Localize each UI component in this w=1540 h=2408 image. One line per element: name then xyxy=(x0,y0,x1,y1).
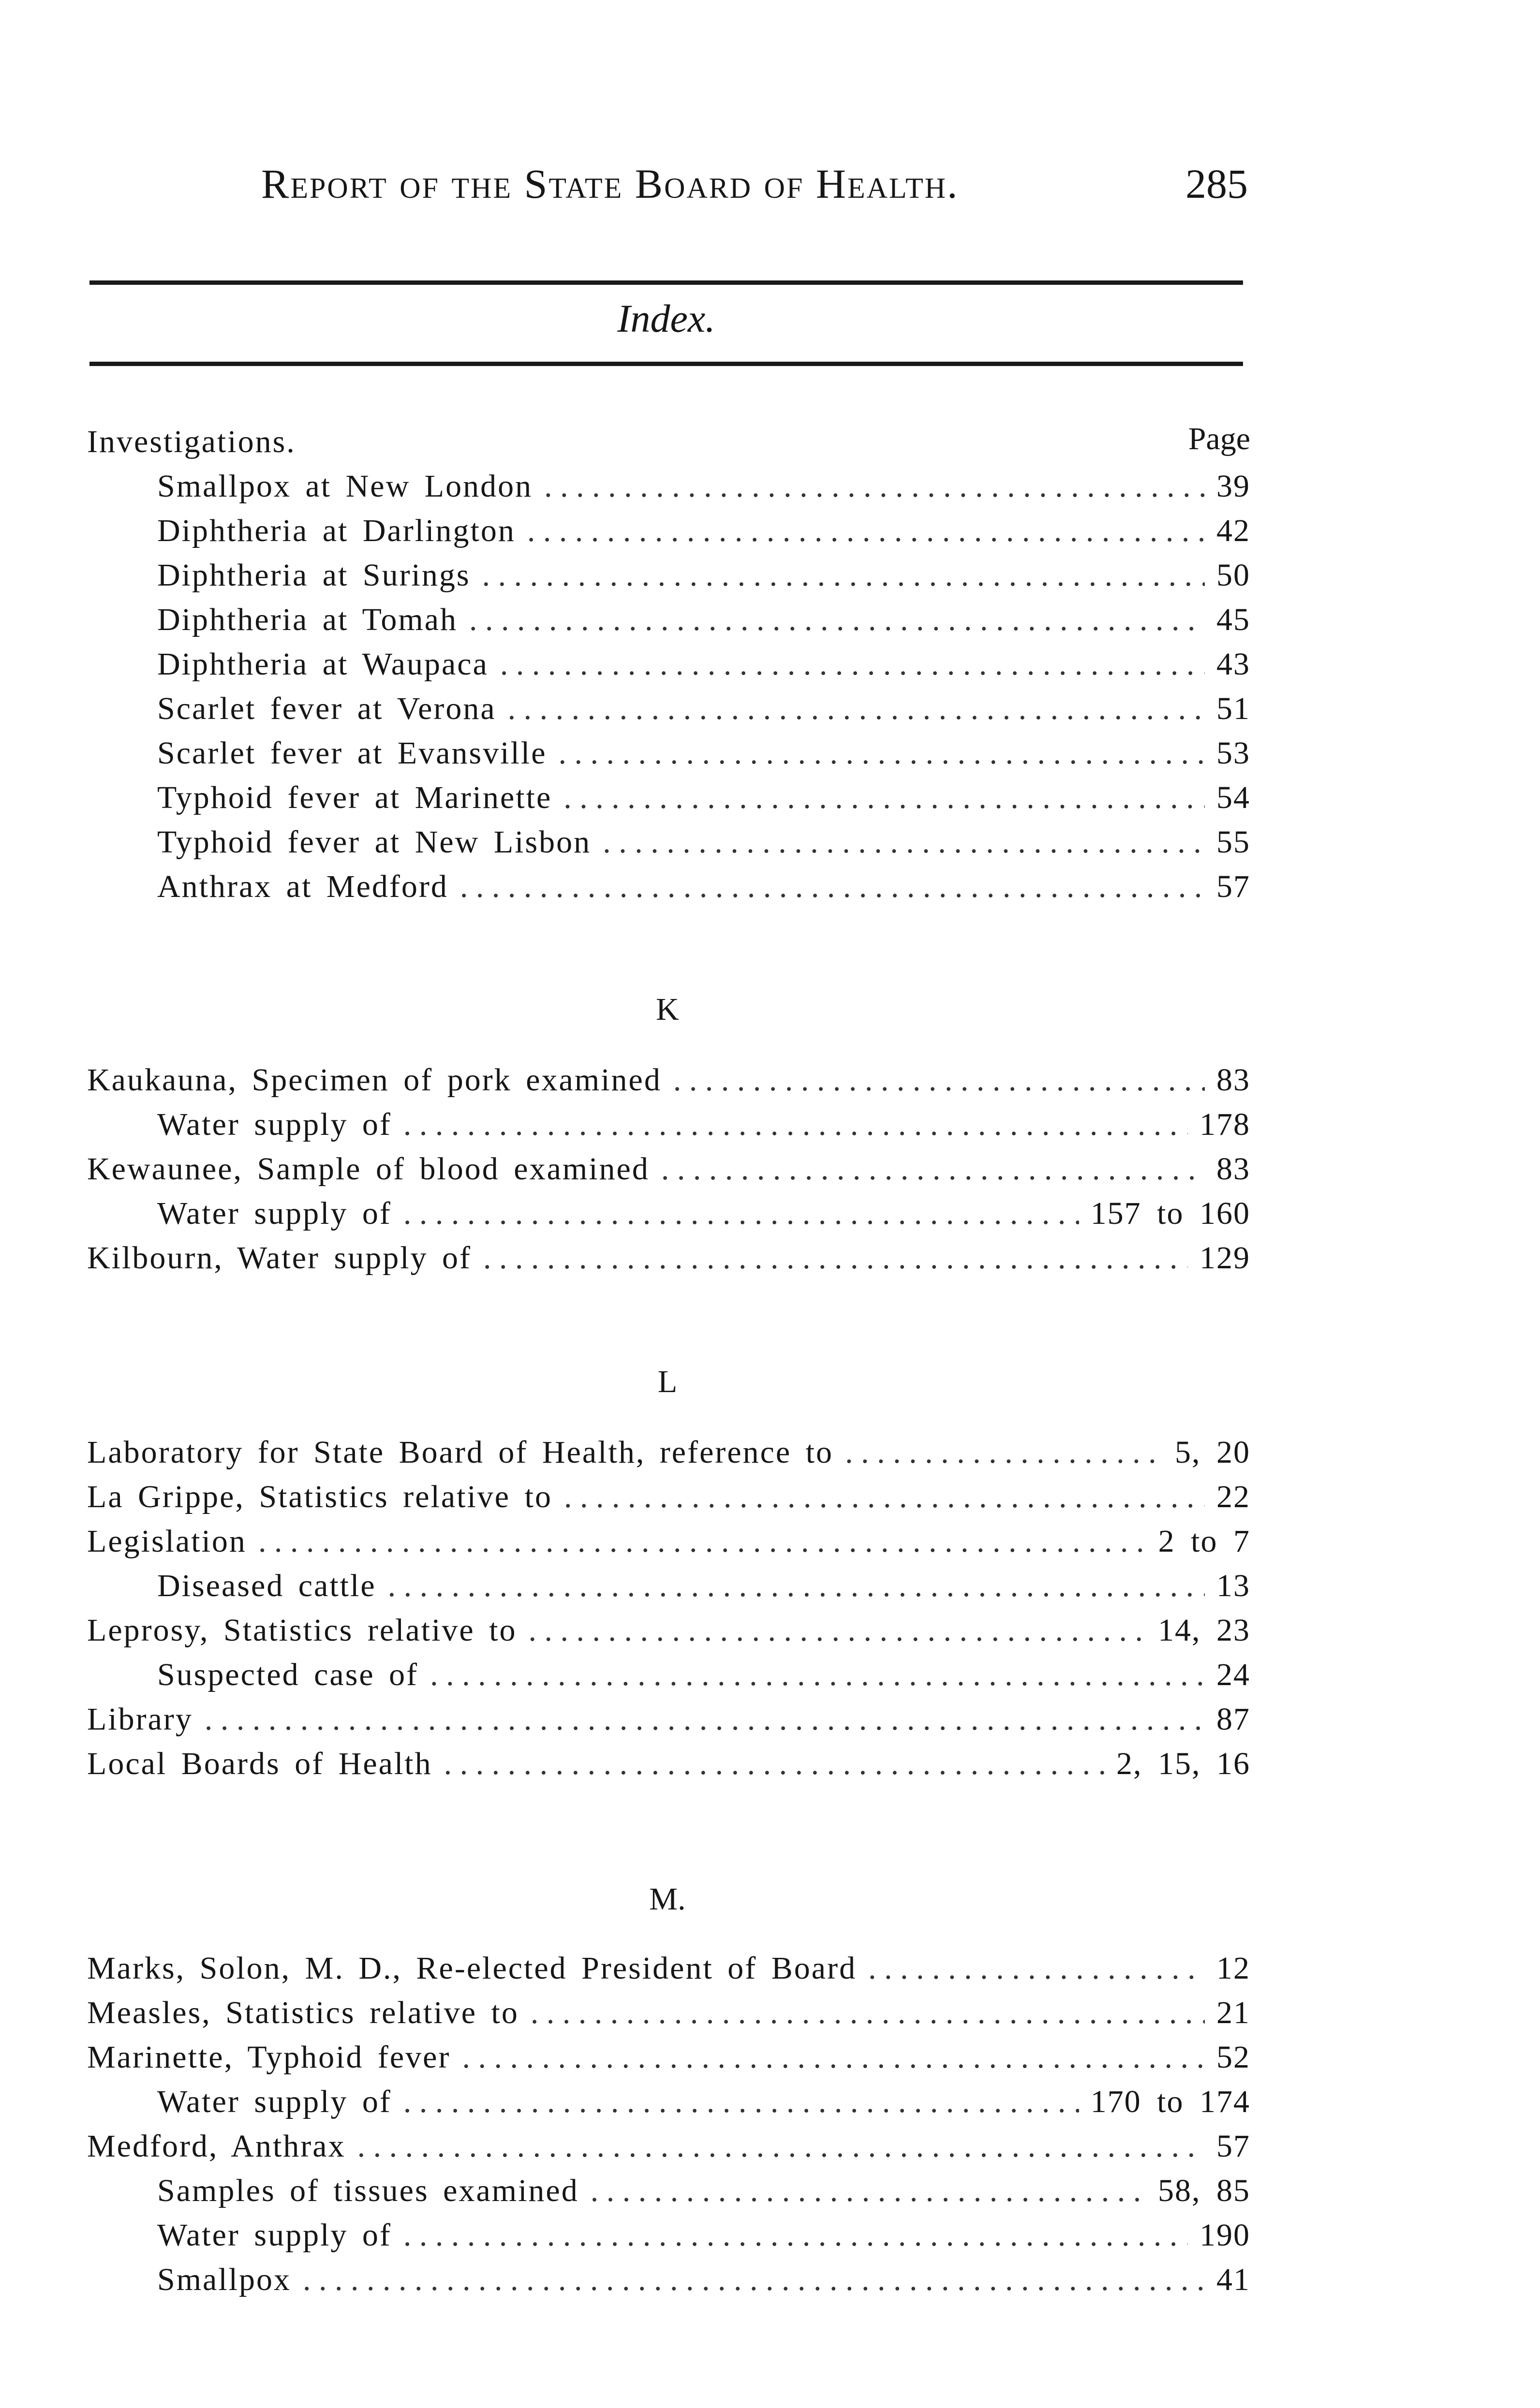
index-entry-pages: 2 to 7 xyxy=(1158,1524,1250,1559)
index-entry xyxy=(157,687,1250,731)
dot-leader xyxy=(403,1102,1188,1147)
index-entry-label: Legislation xyxy=(87,1524,247,1559)
running-header xyxy=(261,160,1248,218)
dot-leader xyxy=(559,731,1205,776)
index-entry xyxy=(87,1147,1250,1191)
index-entry xyxy=(87,1946,1250,1991)
index-entry-pages: 14, 23 xyxy=(1158,1613,1250,1648)
dot-leader xyxy=(205,1697,1205,1742)
index-entry xyxy=(87,1236,1250,1280)
index-entry-pages: 52 xyxy=(1216,2040,1250,2075)
index-entry xyxy=(157,2258,1250,2302)
index-entry-label: Kilbourn, Water supply of xyxy=(87,1240,472,1276)
index-entry-label: Water supply of xyxy=(157,1196,392,1231)
dot-leader xyxy=(258,1519,1147,1564)
index-entry xyxy=(157,2080,1250,2124)
dot-leader xyxy=(564,1475,1205,1519)
dot-leader xyxy=(845,1430,1163,1475)
index-entry-pages: 45 xyxy=(1216,602,1250,637)
index-entry-label: Kewaunee, Sample of blood examined xyxy=(87,1151,650,1187)
header-rule-bottom xyxy=(89,362,1243,366)
index-entry xyxy=(157,598,1250,642)
index-entry-pages: 58, 85 xyxy=(1158,2173,1250,2208)
dot-leader xyxy=(527,509,1205,553)
page-column-label: Page xyxy=(1188,421,1250,456)
dot-leader xyxy=(483,1236,1188,1280)
index-entry-pages: 87 xyxy=(1216,1702,1250,1737)
index-entry-pages: 190 xyxy=(1199,2217,1250,2253)
index-entry-pages: 5, 20 xyxy=(1175,1435,1250,1470)
index-entry-pages: 129 xyxy=(1199,1240,1250,1276)
dot-leader xyxy=(544,464,1205,509)
dot-leader xyxy=(403,2080,1079,2124)
dot-leader xyxy=(460,865,1205,909)
index-entry-label: Scarlet fever at Evansville xyxy=(157,735,547,771)
index-entry-pages: 51 xyxy=(1216,691,1250,726)
index-entry-pages: 54 xyxy=(1216,780,1250,815)
index-entry-pages: 24 xyxy=(1216,1657,1250,1692)
dot-leader xyxy=(469,598,1205,642)
index-heading-label: Investigations. xyxy=(87,424,296,459)
dot-leader xyxy=(482,553,1205,598)
index-entry xyxy=(87,1697,1250,1742)
index-entry-pages: 22 xyxy=(1216,1479,1250,1514)
index-entry-pages: 42 xyxy=(1216,513,1250,548)
dot-leader xyxy=(603,820,1205,865)
dot-leader xyxy=(500,642,1205,687)
section-letter-m: M. xyxy=(649,1881,686,1917)
index-entry xyxy=(87,2035,1250,2080)
index-entry-pages: 41 xyxy=(1216,2262,1250,2297)
index-entry-pages: 53 xyxy=(1216,735,1250,771)
dot-leader xyxy=(591,2169,1146,2213)
index-entry-label: Water supply of xyxy=(157,1107,392,1142)
index-entry-label: Medford, Anthrax xyxy=(87,2129,346,2164)
index-entry-label: Library xyxy=(87,1702,193,1737)
index-entry-label: Kaukauna, Specimen of pork examined xyxy=(87,1062,662,1098)
index-entry-label: Water supply of xyxy=(157,2217,392,2253)
index-entry xyxy=(157,1191,1250,1236)
dot-leader xyxy=(531,1991,1205,2035)
index-entry-label: Local Boards of Health xyxy=(87,1746,432,1781)
index-entry-pages: 55 xyxy=(1216,824,1250,860)
index-entry-label: Diphtheria at Darlington xyxy=(157,513,516,548)
index-entry xyxy=(87,1519,1250,1564)
index-entry-label: Diphtheria at Tomah xyxy=(157,602,458,637)
section-letter-k: K xyxy=(656,992,679,1027)
index-entry-label: Scarlet fever at Verona xyxy=(157,691,496,726)
index-entry xyxy=(87,1991,1250,2035)
index-entry-label: Marinette, Typhoid fever xyxy=(87,2040,451,2075)
index-entry xyxy=(87,1430,1250,1475)
index-entry-pages: 50 xyxy=(1216,558,1250,593)
dot-leader xyxy=(661,1147,1205,1191)
dot-leader xyxy=(462,2035,1205,2080)
index-entry xyxy=(87,1742,1250,1786)
header-rule-top xyxy=(89,280,1243,285)
index-entry-label: Diphtheria at Waupaca xyxy=(157,646,489,682)
dot-leader xyxy=(357,2124,1205,2169)
index-entry xyxy=(157,1564,1250,1608)
index-entry-label: Anthrax at Medford xyxy=(157,869,448,904)
index-entry xyxy=(157,731,1250,776)
index-entry-pages: 178 xyxy=(1199,1107,1250,1142)
dot-leader xyxy=(403,2213,1188,2258)
index-entry xyxy=(157,865,1250,909)
dot-leader xyxy=(529,1608,1146,1653)
index-entry-pages: 83 xyxy=(1216,1062,1250,1098)
index-entry-label: Suspected case of xyxy=(157,1657,419,1692)
index-entry-label: Measles, Statistics relative to xyxy=(87,1995,519,2030)
dot-leader xyxy=(403,1191,1079,1236)
dot-leader xyxy=(430,1653,1205,1697)
index-entry xyxy=(157,1653,1250,1697)
dot-leader xyxy=(563,776,1205,820)
index-entry-pages: 83 xyxy=(1216,1151,1250,1187)
index-entry xyxy=(87,1475,1250,1519)
dot-leader xyxy=(388,1564,1205,1608)
index-entry xyxy=(157,1102,1250,1147)
index-entry-pages: 43 xyxy=(1216,646,1250,682)
index-entry-label: Typhoid fever at Marinette xyxy=(157,780,552,815)
index-entry xyxy=(157,553,1250,598)
index-entry-label: Leprosy, Statistics relative to xyxy=(87,1613,517,1648)
index-entry-label: Laboratory for State Board of Health, reference to xyxy=(87,1435,834,1470)
index-heading-investigations xyxy=(87,420,1250,464)
index-entry-pages: 157 to 160 xyxy=(1090,1196,1250,1231)
dot-leader xyxy=(508,687,1205,731)
dot-leader xyxy=(303,2258,1205,2302)
index-entry-pages: 57 xyxy=(1216,869,1250,904)
index-entry xyxy=(157,642,1250,687)
index-entry-label: Diphtheria at Surings xyxy=(157,558,471,593)
index-entry-label: La Grippe, Statistics relative to xyxy=(87,1479,552,1514)
dot-leader xyxy=(444,1742,1105,1786)
index-entry xyxy=(157,464,1250,509)
section-letter-l: L xyxy=(657,1364,678,1399)
running-header-title: Report of the State Board of Health. xyxy=(261,161,959,207)
index-entry-pages: 21 xyxy=(1216,1995,1250,2030)
index-entry-pages: 13 xyxy=(1216,1568,1250,1603)
index-entry xyxy=(157,2169,1250,2213)
index-entry-label: Marks, Solon, M. D., Re-elected President of Board xyxy=(87,1951,857,1986)
index-entry xyxy=(157,509,1250,553)
index-entry-pages: 12 xyxy=(1216,1951,1250,1986)
index-entry-label: Samples of tissues examined xyxy=(157,2173,579,2208)
dot-leader xyxy=(673,1058,1205,1102)
index-entry-label: Typhoid fever at New Lisbon xyxy=(157,824,592,860)
index-entry xyxy=(157,776,1250,820)
index-entry xyxy=(87,1608,1250,1653)
index-entry-label: Water supply of xyxy=(157,2084,392,2119)
index-entry-pages: 57 xyxy=(1216,2129,1250,2164)
index-entry-pages: 2, 15, 16 xyxy=(1116,1746,1250,1781)
index-entry-pages: 170 to 174 xyxy=(1090,2084,1250,2119)
index-title: Index. xyxy=(617,296,715,340)
page-number: 285 xyxy=(1185,161,1248,207)
index-entry xyxy=(157,2213,1250,2258)
index-entry-pages: 39 xyxy=(1216,469,1250,504)
index-entry-label: Diseased cattle xyxy=(157,1568,376,1603)
index-entry xyxy=(157,820,1250,865)
index-entry xyxy=(87,2124,1250,2169)
dot-leader xyxy=(868,1946,1205,1991)
index-entry-label: Smallpox at New London xyxy=(157,469,533,504)
index-entry-label: Smallpox xyxy=(157,2262,292,2297)
index-entry xyxy=(87,1058,1250,1102)
